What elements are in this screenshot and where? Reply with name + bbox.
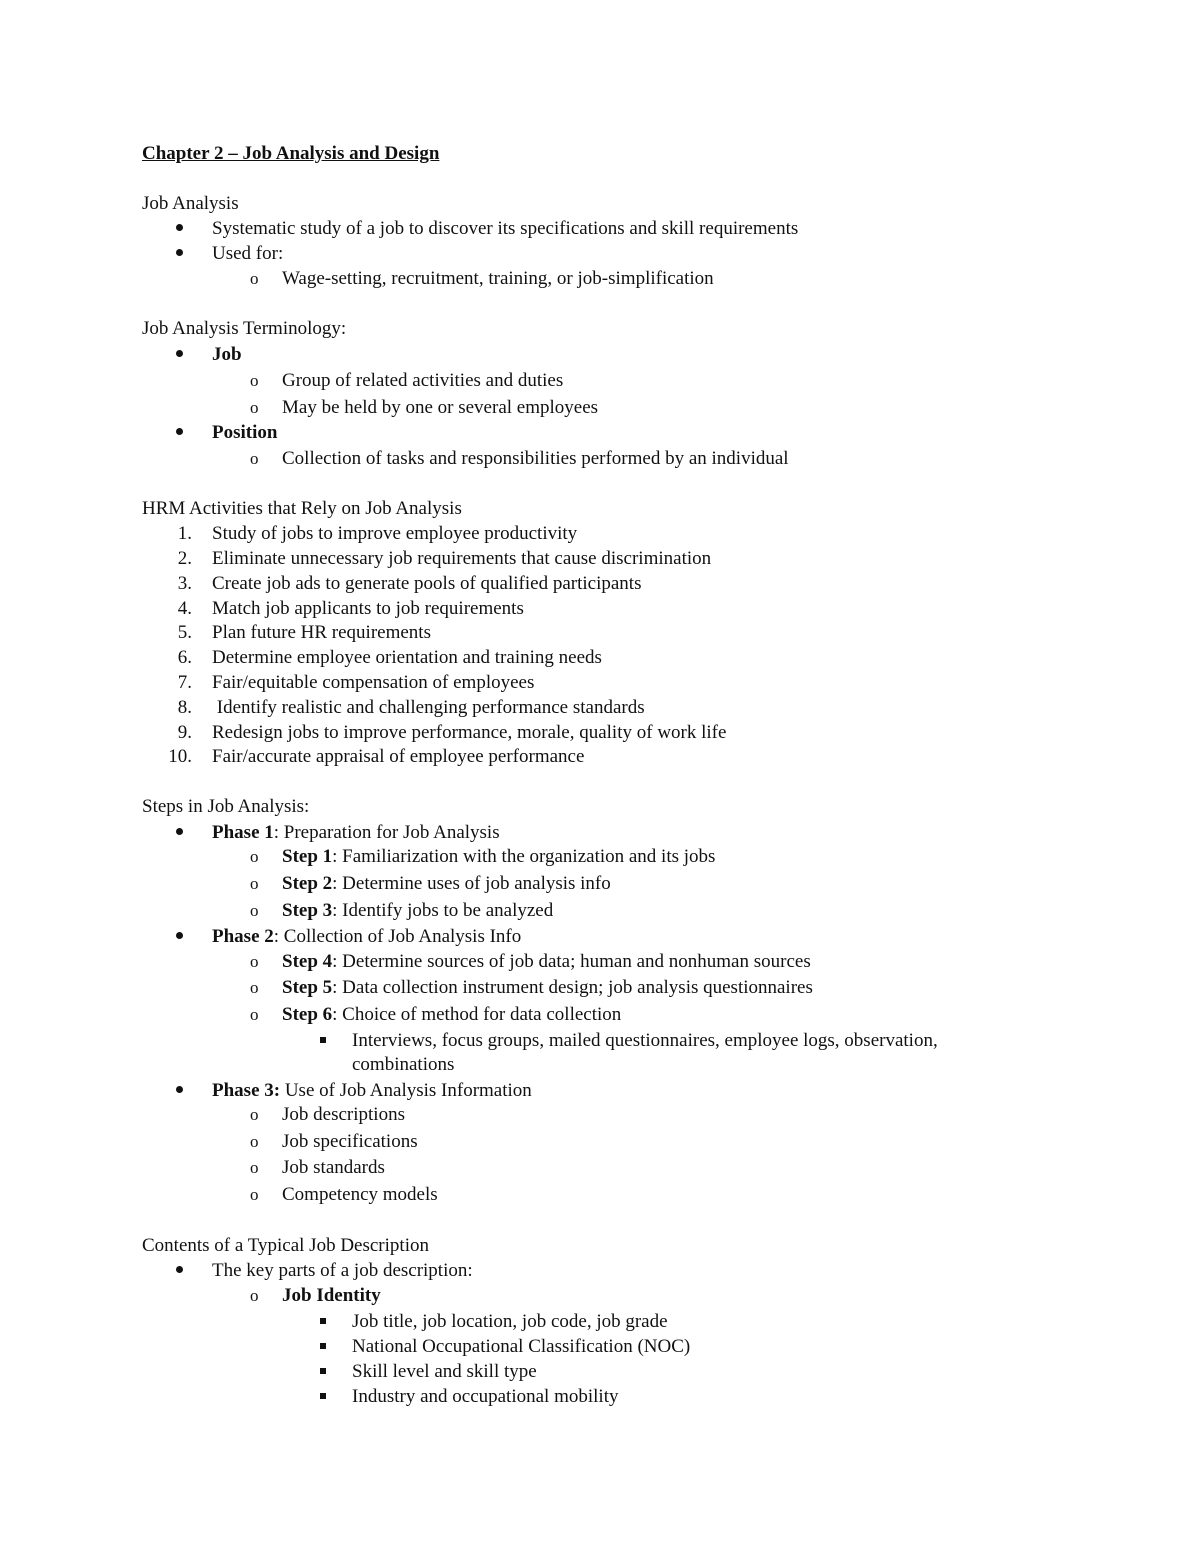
step-1-text: : Familiarization with the organization and its jobs [332,846,716,867]
section-heading-steps: Steps in Job Analysis: [142,796,310,817]
list-number: 2. [177,548,192,569]
list-item: Job descriptions [282,1104,405,1125]
step-4-item [282,950,811,974]
step-2-label: Step 2 [282,873,333,894]
numbered-list-item: Create job ads to generate pools of qualified participants [212,573,642,594]
list-number: 9. [177,722,192,743]
list-item: National Occupational Classification (NOC) [352,1336,691,1357]
list-item: The key parts of a job description: [212,1260,473,1281]
bullet-icon [176,428,183,435]
circle-bullet-icon: o [250,901,259,920]
numbered-list-item: Identify realistic and challenging performance standards [212,697,645,718]
bullet-icon [176,249,183,256]
numbered-list-item: Match job applicants to job requirements [212,598,524,619]
circle-bullet-icon: o [250,847,259,866]
numbered-list-item: Study of jobs to improve employee productivity [212,523,578,544]
term-job: Job [212,344,242,365]
phase-2-text: : Collection of Job Analysis Info [273,926,522,947]
step-6-text: : Choice of method for data collection [332,1004,622,1025]
list-item: Interviews, focus groups, mailed questionnaires, employee logs, observation, [352,1030,938,1051]
chapter-title: Chapter 2 – Job Analysis and Design [142,143,440,164]
section-heading-job-description: Contents of a Typical Job Description [142,1235,429,1256]
list-item: Systematic study of a job to discover its specifications and skill requirements [212,218,799,239]
list-item: Wage-setting, recruitment, training, or job-simplification [282,268,714,289]
phase-1-label: Phase 1 [212,822,274,843]
list-item: Group of related activities and duties [282,370,564,391]
circle-bullet-icon: o [250,1286,259,1305]
numbered-list-item: Redesign jobs to improve performance, morale, quality of work life [212,722,727,743]
numbered-list-item: Determine employee orientation and training needs [212,647,602,668]
step-1-label: Step 1 [282,846,333,867]
step-6-label: Step 6 [282,1004,333,1025]
numbered-list-item: Plan future HR requirements [212,622,431,643]
phase-2-item [212,925,521,949]
step-2-item [282,872,611,896]
phase-3-label: Phase 3: [212,1080,281,1101]
circle-bullet-icon: o [250,371,259,390]
section-heading-terminology: Job Analysis Terminology: [142,318,347,339]
list-item: Collection of tasks and responsibilities performed by an individual [282,448,789,469]
bullet-icon [176,224,183,231]
numbered-list-item: Fair/accurate appraisal of employee performance [212,746,585,767]
phase-1-item [212,821,500,845]
bullet-icon [176,1086,183,1093]
step-5-label: Step 5 [282,977,333,998]
list-number: 5. [177,622,192,643]
circle-bullet-icon: o [250,1105,259,1124]
list-number: 8. [177,697,192,718]
step-5-text: : Data collection instrument design; job analysis questionnaires [332,977,813,998]
numbered-list-item: Eliminate unnecessary job requirements that cause discrimination [212,548,712,569]
step-5-item [282,976,813,1000]
step-4-label: Step 4 [282,951,333,972]
square-bullet-icon [320,1368,326,1374]
list-item: Job specifications [282,1131,418,1152]
section-heading-hrm-activities: HRM Activities that Rely on Job Analysis [142,498,462,519]
phase-1-text: : Preparation for Job Analysis [273,822,500,843]
bullet-icon [176,828,183,835]
circle-bullet-icon: o [250,269,259,288]
phase-3-text: Use of Job Analysis Information [280,1080,532,1101]
list-number: 10. [168,746,192,767]
list-item: Job standards [282,1157,385,1178]
list-item-continuation: combinations [352,1054,455,1075]
step-3-item [282,899,553,923]
square-bullet-icon [320,1037,326,1043]
list-item: May be held by one or several employees [282,397,599,418]
step-1-item [282,845,715,869]
section-heading-job-analysis: Job Analysis [142,193,239,214]
term-position: Position [212,422,278,443]
list-number: 4. [177,598,192,619]
numbered-list-item: Fair/equitable compensation of employees [212,672,535,693]
square-bullet-icon [320,1318,326,1324]
step-6-item [282,1003,621,1027]
square-bullet-icon [320,1393,326,1399]
phase-2-label: Phase 2 [212,926,274,947]
circle-bullet-icon: o [250,1132,259,1151]
list-item: Industry and occupational mobility [352,1386,619,1407]
job-identity-label: Job Identity [282,1285,381,1306]
list-item: Competency models [282,1184,438,1205]
bullet-icon [176,932,183,939]
list-item: Used for: [212,243,284,264]
square-bullet-icon [320,1343,326,1349]
circle-bullet-icon: o [250,449,259,468]
list-number: 7. [177,672,192,693]
phase-3-item [212,1079,532,1103]
list-item: Skill level and skill type [352,1361,537,1382]
circle-bullet-icon: o [250,952,259,971]
circle-bullet-icon: o [250,1158,259,1177]
list-item: Job title, job location, job code, job grade [352,1311,668,1332]
list-number: 3. [177,573,192,594]
step-3-text: : Identify jobs to be analyzed [332,900,554,921]
bullet-icon [176,1266,183,1273]
bullet-icon [176,350,183,357]
circle-bullet-icon: o [250,978,259,997]
circle-bullet-icon: o [250,874,259,893]
circle-bullet-icon: o [250,398,259,417]
circle-bullet-icon: o [250,1005,259,1024]
list-number: 6. [177,647,192,668]
step-3-label: Step 3 [282,900,333,921]
circle-bullet-icon: o [250,1185,259,1204]
list-number: 1. [177,523,192,544]
step-2-text: : Determine uses of job analysis info [332,873,611,894]
step-4-text: : Determine sources of job data; human and nonhuman sources [332,951,811,972]
